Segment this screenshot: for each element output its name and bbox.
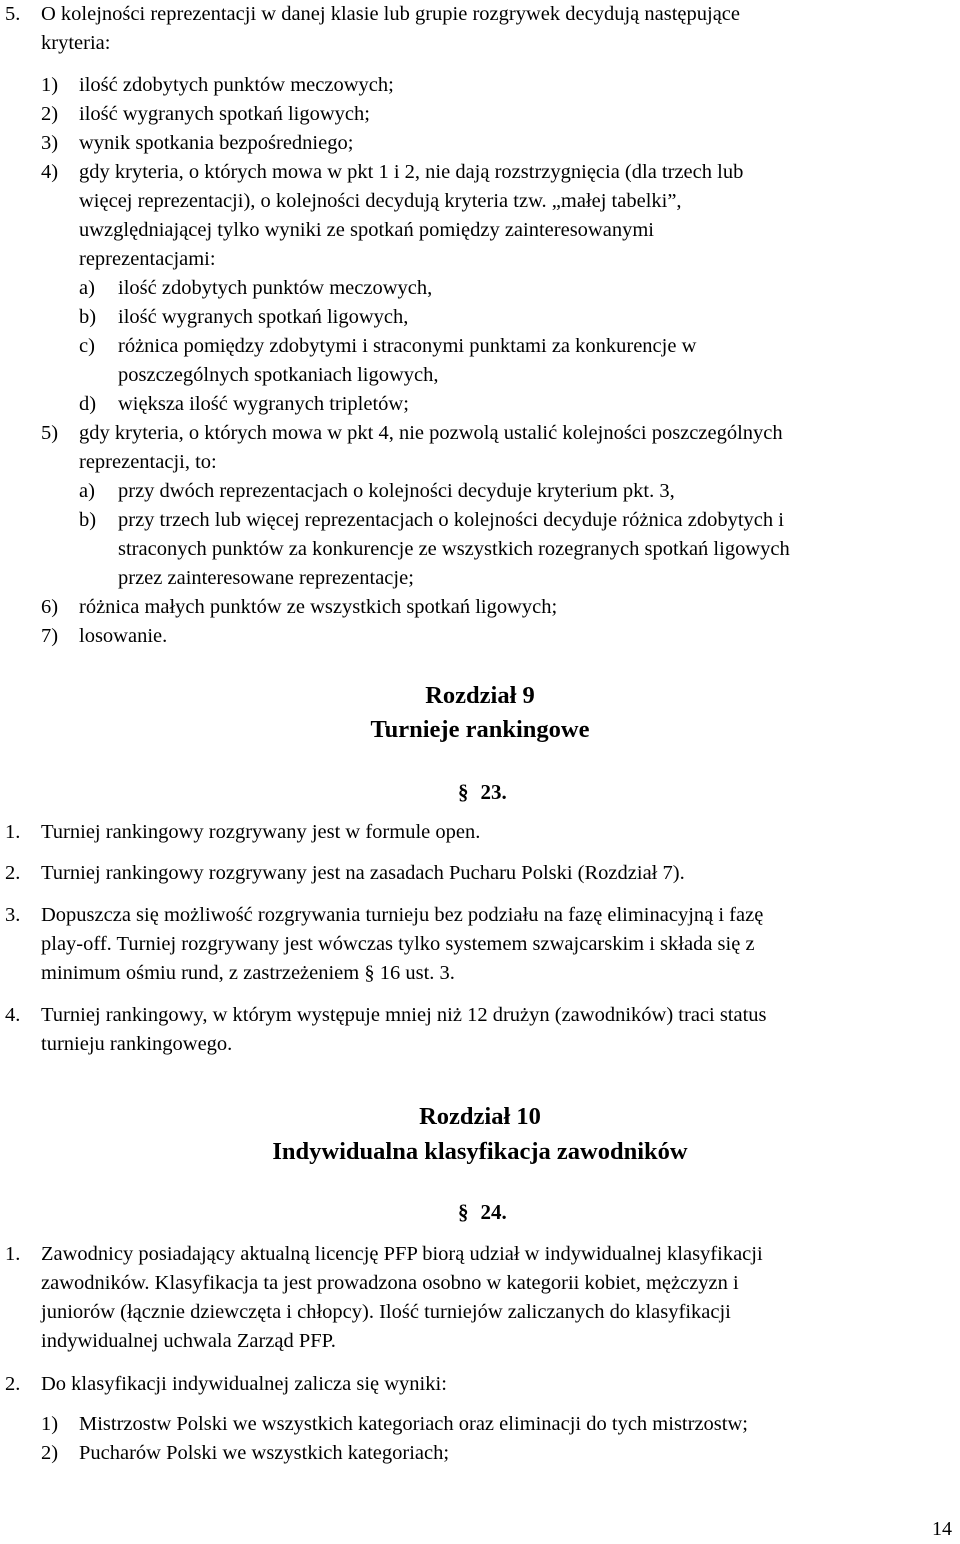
list-number: 7) [41, 625, 59, 647]
section-sign: § [458, 1200, 469, 1224]
sublist-item: przez zainteresowane reprezentacje; [118, 567, 414, 589]
list-item: reprezentacjami: [79, 248, 216, 270]
sublist-item: przy dwóch reprezentacjach o kolejności decyduje kryterium pkt. 3, [118, 480, 675, 502]
list-item: ilość wygranych spotkań ligowych; [79, 103, 370, 125]
point-text: Zawodnicy posiadający aktualną licencję PFP biorą udział w indywidualnej klasyfikacji [41, 1243, 763, 1265]
sublist-letter: b) [79, 509, 97, 531]
sublist-letter: c) [79, 335, 95, 357]
point-text: Turniej rankingowy rozgrywany jest w formule open. [41, 821, 481, 843]
point-text: juniorów (łącznie dziewczęta i chłopcy). Ilość turniejów zaliczanych do klasyfikacji [41, 1301, 731, 1323]
sublist-letter: b) [79, 306, 97, 328]
section-heading [458, 1198, 507, 1227]
chapter-title: Rozdział 10 [419, 1103, 541, 1130]
paragraph-text: O kolejności reprezentacji w danej klasie lub grupie rozgrywek decydują następujące [41, 3, 740, 25]
point-text: Dopuszcza się możliwość rozgrywania turnieju bez podziału na fazę eliminacyjną i fazę [41, 904, 764, 926]
point-number: 3. [5, 904, 21, 926]
list-number: 6) [41, 596, 59, 618]
list-number: 5) [41, 422, 59, 444]
sublist-item: różnica pomiędzy zdobytymi i straconymi punktami za konkurencje w [118, 335, 697, 357]
section-sign: § [458, 780, 469, 804]
list-item: losowanie. [79, 625, 168, 647]
list-number: 1) [41, 1413, 59, 1435]
point-text: turnieju rankingowego. [41, 1033, 233, 1055]
list-item: Pucharów Polski we wszystkich kategoriach; [79, 1442, 450, 1464]
sublist-item: poszczególnych spotkaniach ligowych, [118, 364, 439, 386]
chapter-subtitle: Turnieje rankingowe [370, 716, 590, 743]
list-item: gdy kryteria, o których mowa w pkt 4, nie pozwolą ustalić kolejności poszczególnych [79, 422, 783, 444]
point-number: 1. [5, 821, 21, 843]
sublist-item: większa ilość wygranych tripletów; [118, 393, 409, 415]
list-item: uwzględniającej tylko wyniki ze spotkań pomiędzy zainteresowanymi [79, 219, 654, 241]
chapter-subtitle: Indywidualna klasyfikacja zawodników [272, 1138, 688, 1165]
sublist-letter: d) [79, 393, 97, 415]
list-number: 1) [41, 74, 59, 96]
point-text: Turniej rankingowy rozgrywany jest na zasadach Pucharu Polski (Rozdział 7). [41, 862, 685, 884]
section-number: 23. [480, 780, 507, 804]
point-number: 2. [5, 1373, 21, 1395]
sublist-item: ilość zdobytych punktów meczowych, [118, 277, 433, 299]
point-number: 1. [5, 1243, 21, 1265]
sublist-letter: a) [79, 480, 95, 502]
list-item: ilość zdobytych punktów meczowych; [79, 74, 394, 96]
point-text: minimum ośmiu rund, z zastrzeżeniem § 16 ust. 3. [41, 962, 455, 984]
page-number: 14 [932, 1518, 952, 1540]
list-number: 3) [41, 132, 59, 154]
list-item: Mistrzostw Polski we wszystkich kategoriach oraz eliminacji do tych mistrzostw; [79, 1413, 748, 1435]
sublist-item: straconych punktów za konkurencje ze wszystkich rozegranych spotkań ligowych [118, 538, 790, 560]
list-item: wynik spotkania bezpośredniego; [79, 132, 354, 154]
section-number: 24. [480, 1200, 507, 1224]
list-item: gdy kryteria, o których mowa w pkt 1 i 2, nie dają rozstrzygnięcia (dla trzech lub [79, 161, 744, 183]
list-item: różnica małych punktów ze wszystkich spotkań ligowych; [79, 596, 558, 618]
paragraph-text: kryteria: [41, 32, 111, 54]
point-text: indywidualnej uchwala Zarząd PFP. [41, 1330, 336, 1352]
list-number: 2) [41, 1442, 59, 1464]
sublist-item: ilość wygranych spotkań ligowych, [118, 306, 409, 328]
point-number: 2. [5, 862, 21, 884]
chapter-title: Rozdział 9 [425, 682, 535, 709]
section-heading [458, 778, 507, 807]
point-text: Turniej rankingowy, w którym występuje mniej niż 12 drużyn (zawodników) traci status [41, 1004, 767, 1026]
list-item: reprezentacji, to: [79, 451, 217, 473]
point-number: 4. [5, 1004, 21, 1026]
point-text: zawodników. Klasyfikacja ta jest prowadzona osobno w kategorii kobiet, mężczyzn i [41, 1272, 739, 1294]
list-number: 2) [41, 103, 59, 125]
list-item: więcej reprezentacji), o kolejności decydują kryteria tzw. „małej tabelki”, [79, 190, 682, 212]
list-number: 4) [41, 161, 59, 183]
sublist-letter: a) [79, 277, 95, 299]
point-text: Do klasyfikacji indywidualnej zalicza się wyniki: [41, 1373, 447, 1395]
point-text: play-off. Turniej rozgrywany jest wówczas tylko systemem szwajcarskim i składa się z [41, 933, 755, 955]
sublist-item: przy trzech lub więcej reprezentacjach o kolejności decyduje różnica zdobytych i [118, 509, 784, 531]
paragraph-number: 5. [5, 3, 21, 25]
